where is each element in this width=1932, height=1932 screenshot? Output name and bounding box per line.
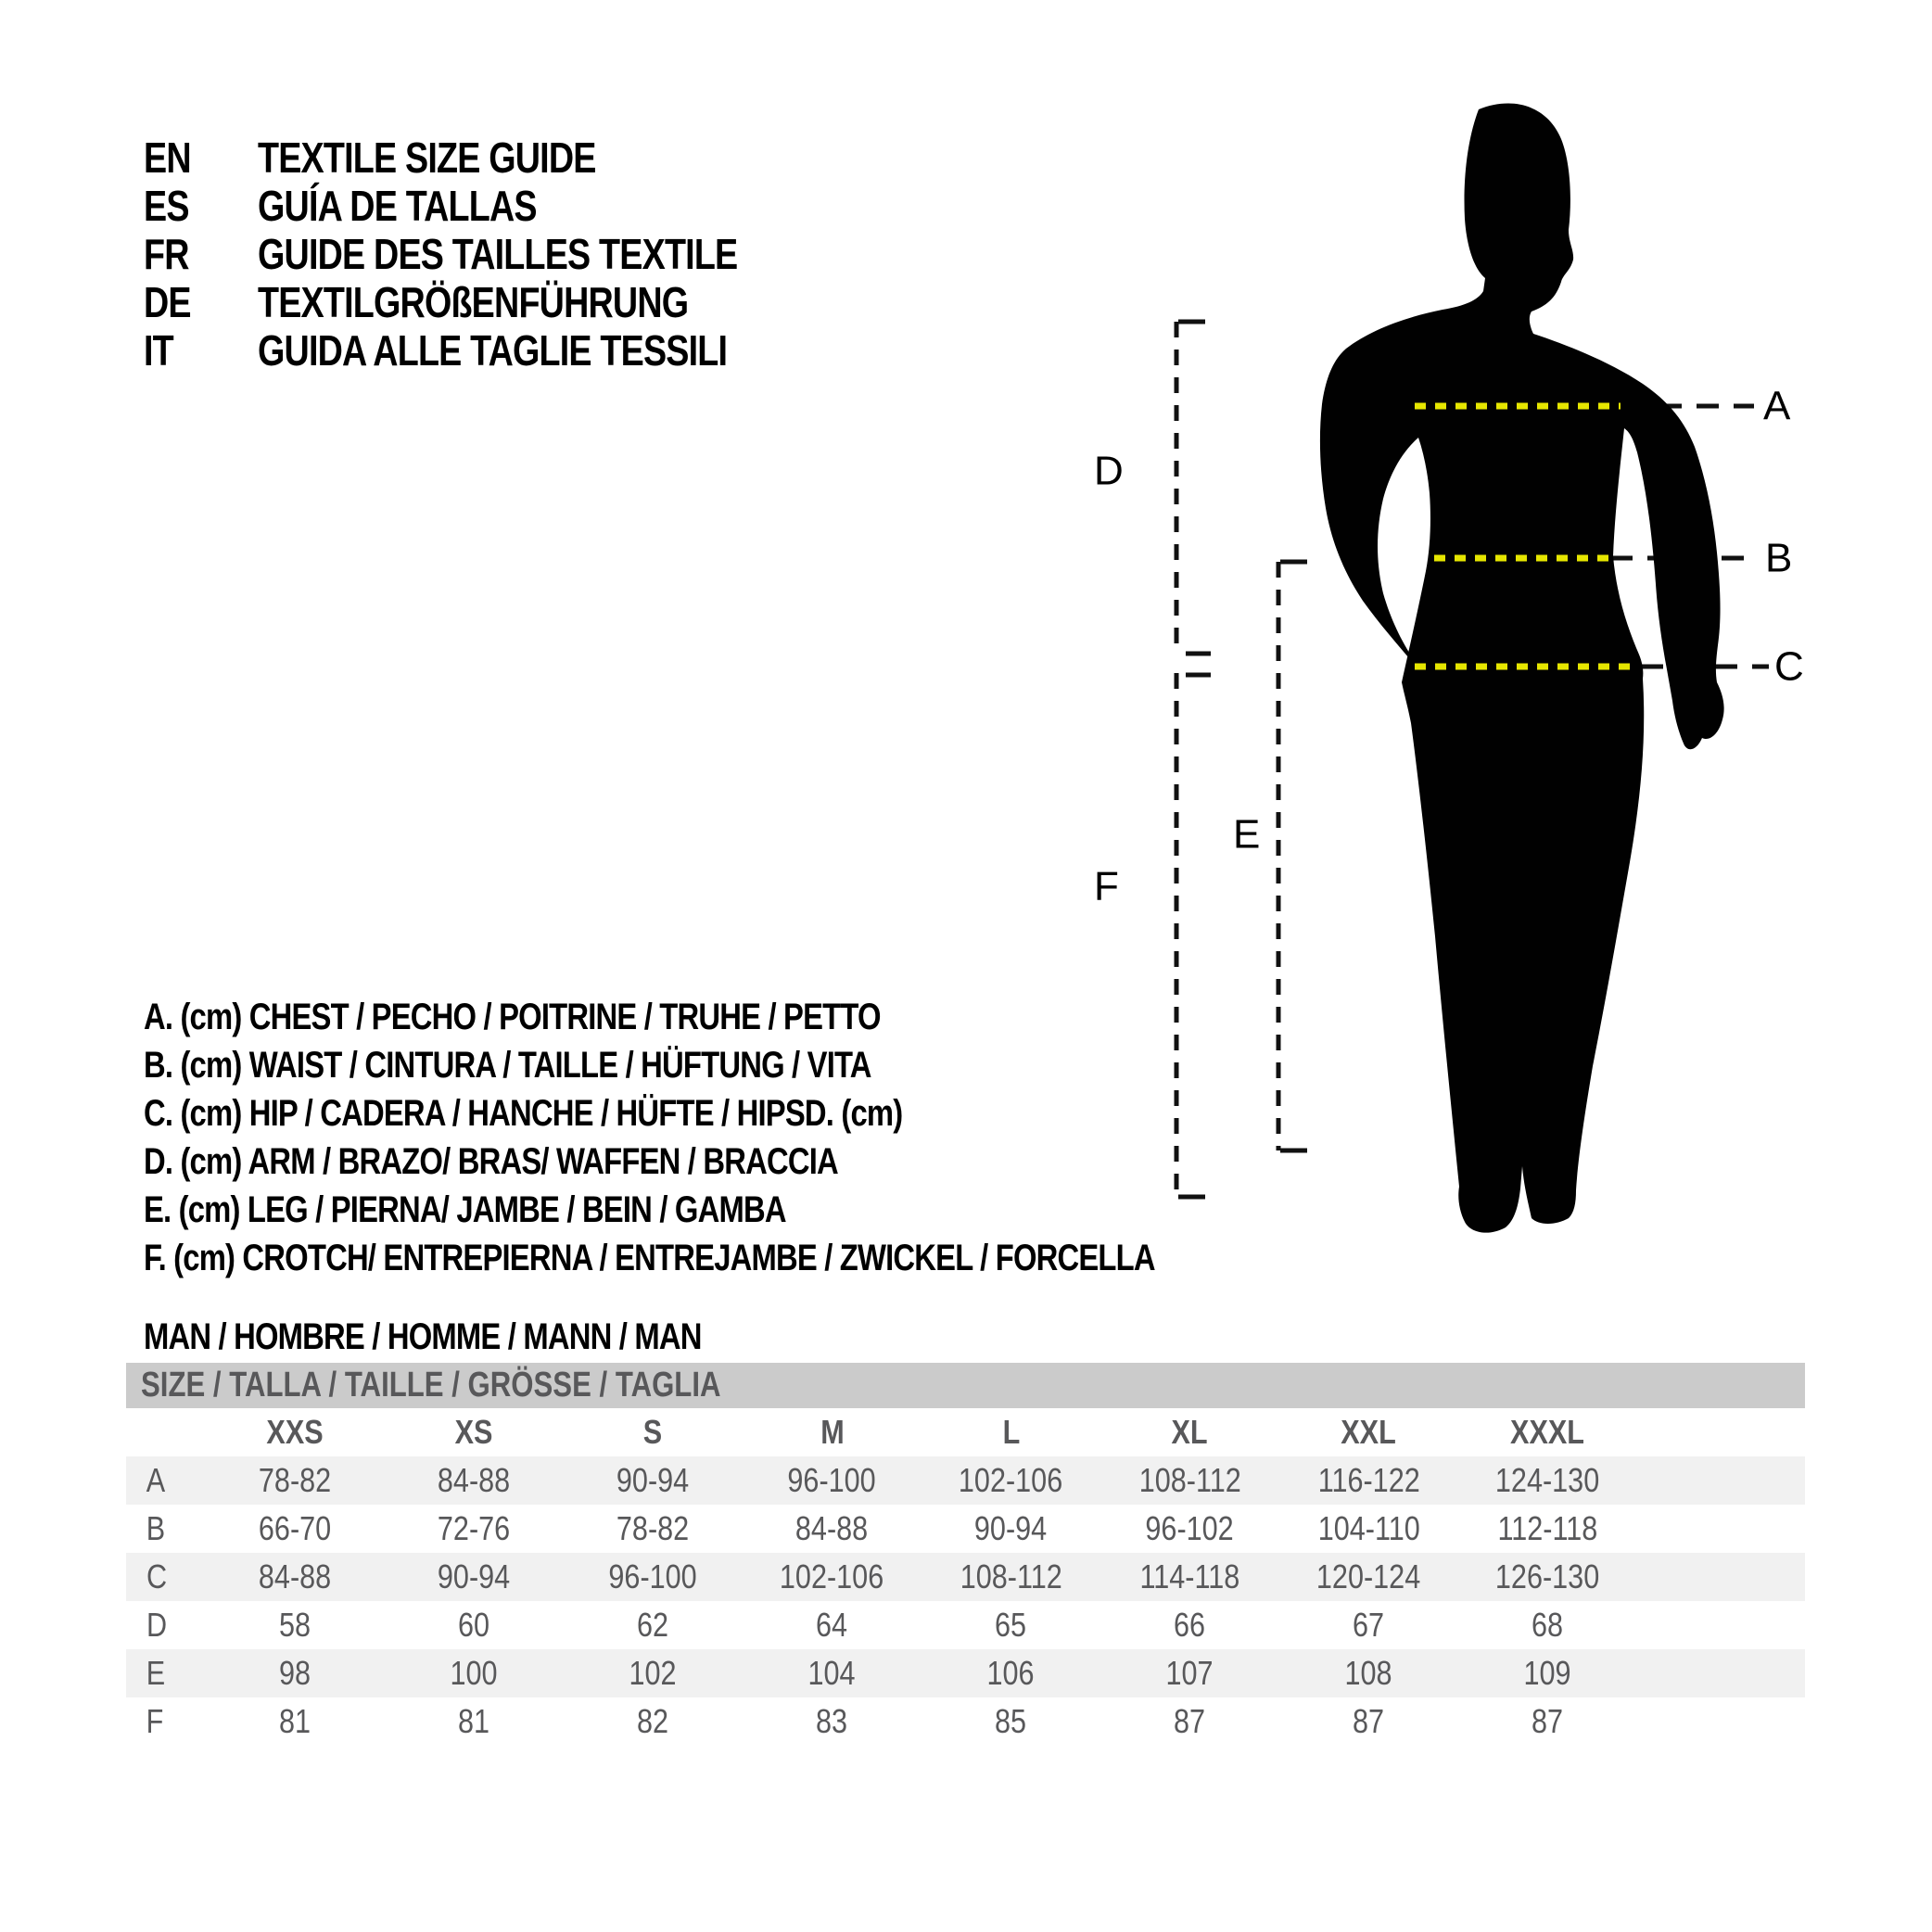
legend-item-leg: E. (cm) LEG / PIERNA/ JAMBE / BEIN / GAMBA [144, 1188, 786, 1230]
row-label: A [146, 1461, 166, 1499]
legend-item-crotch: F. (cm) CROTCH/ ENTREPIERNA / ENTREJAMBE / ZWICKEL / FORCELLA [144, 1237, 1155, 1278]
measure-label-f: F [1094, 863, 1119, 909]
table-value: 87 [1174, 1702, 1206, 1740]
gender-heading: MAN / HOMBRE / HOMME / MANN / MAN [144, 1316, 702, 1357]
measure-label-b: B [1765, 535, 1793, 581]
table-value: 68 [1532, 1606, 1564, 1644]
language-code: FR [144, 230, 189, 278]
legend-item-arm: D. (cm) ARM / BRAZO/ BRAS/ WAFFEN / BRACCIA [144, 1140, 838, 1182]
legend-item-hip: C. (cm) HIP / CADERA / HANCHE / HÜFTE / HIPSD. (cm) [144, 1092, 903, 1134]
table-value: 114-118 [1139, 1557, 1240, 1595]
row-label: B [146, 1509, 166, 1547]
row-label: C [146, 1557, 168, 1595]
table-value: 108-112 [1138, 1461, 1241, 1499]
column-header: M [820, 1413, 845, 1451]
language-code: IT [144, 326, 173, 375]
table-value: 67 [1353, 1606, 1385, 1644]
table-value: 102-106 [780, 1557, 884, 1595]
size-columns-row [126, 1408, 1805, 1456]
table-value: 112-118 [1497, 1509, 1598, 1547]
table-value: 104 [807, 1654, 857, 1692]
table-value: 90-94 [974, 1509, 1048, 1547]
table-row-arm [126, 1601, 1805, 1649]
table-value: 78-82 [259, 1461, 332, 1499]
legend-item-chest: A. (cm) CHEST / PECHO / POITRINE / TRUHE / PETTO [144, 996, 881, 1037]
table-value: 66 [1174, 1606, 1206, 1644]
table-row-leg [126, 1649, 1805, 1697]
table-value: 85 [995, 1702, 1027, 1740]
measurement-legend [144, 993, 1377, 1282]
guide-title: TEXTILGRÖßENFÜHRUNG [258, 278, 689, 326]
table-row-chest [126, 1456, 1805, 1505]
table-row-crotch [126, 1697, 1805, 1746]
measure-label-c: C [1774, 643, 1804, 690]
table-value: 120-124 [1316, 1557, 1421, 1595]
measure-label-a: A [1763, 383, 1791, 429]
size-table [126, 1363, 1805, 1746]
guide-title: GUIDA ALLE TAGLIE TESSILI [258, 326, 728, 375]
table-value: 98 [279, 1654, 311, 1692]
table-value: 84-88 [438, 1461, 511, 1499]
measure-label-e: E [1233, 811, 1261, 858]
table-value: 82 [637, 1702, 669, 1740]
table-value: 96-102 [1145, 1509, 1235, 1547]
row-label: F [146, 1702, 164, 1740]
column-header: XS [455, 1413, 493, 1451]
table-value: 66-70 [259, 1509, 332, 1547]
table-value: 116-122 [1317, 1461, 1420, 1499]
table-row-hip [126, 1553, 1805, 1601]
guide-title: GUIDE DES TAILLES TEXTILE [258, 230, 738, 278]
guide-title: TEXTILE SIZE GUIDE [258, 133, 596, 182]
column-header: S [643, 1413, 663, 1451]
table-value: 104-110 [1317, 1509, 1420, 1547]
table-value: 81 [279, 1702, 311, 1740]
table-value: 62 [637, 1606, 669, 1644]
table-value: 64 [816, 1606, 848, 1644]
table-value: 58 [279, 1606, 311, 1644]
table-value: 96-100 [608, 1557, 698, 1595]
column-header: XXXL [1510, 1413, 1585, 1451]
language-code: ES [144, 182, 189, 230]
table-value: 107 [1165, 1654, 1214, 1692]
size-table-header-bar [126, 1363, 1805, 1408]
table-value: 78-82 [616, 1509, 690, 1547]
table-value: 65 [995, 1606, 1027, 1644]
table-value: 90-94 [616, 1461, 690, 1499]
table-value: 72-76 [438, 1509, 511, 1547]
table-value: 90-94 [438, 1557, 511, 1595]
column-header: XXL [1341, 1413, 1397, 1451]
table-value: 83 [816, 1702, 848, 1740]
guide-title: GUÍA DE TALLAS [258, 182, 537, 230]
table-value: 102-106 [959, 1461, 1063, 1499]
table-value: 87 [1532, 1702, 1564, 1740]
table-value: 100 [450, 1654, 499, 1692]
table-value: 124-130 [1495, 1461, 1600, 1499]
row-label: E [146, 1654, 166, 1692]
measure-label-d: D [1094, 448, 1124, 494]
language-code: DE [144, 278, 191, 326]
table-value: 87 [1353, 1702, 1385, 1740]
column-header: L [1002, 1413, 1020, 1451]
table-value: 126-130 [1495, 1557, 1600, 1595]
table-value: 108 [1344, 1654, 1393, 1692]
table-value: 60 [458, 1606, 490, 1644]
table-value: 108-112 [960, 1557, 1062, 1595]
table-row-waist [126, 1505, 1805, 1553]
size-table-header-label: SIZE / TALLA / TAILLE / GRÖSSE / TAGLIA [141, 1366, 721, 1405]
table-value: 109 [1523, 1654, 1572, 1692]
table-value: 81 [458, 1702, 490, 1740]
language-code: EN [144, 133, 191, 182]
column-header: XXS [266, 1413, 324, 1451]
table-value: 102 [629, 1654, 678, 1692]
row-label: D [146, 1606, 168, 1644]
table-value: 84-88 [795, 1509, 869, 1547]
table-value: 96-100 [787, 1461, 877, 1499]
table-value: 106 [986, 1654, 1036, 1692]
table-value: 84-88 [259, 1557, 332, 1595]
legend-item-waist: B. (cm) WAIST / CINTURA / TAILLE / HÜFTUNG / VITA [144, 1044, 871, 1086]
column-header: XL [1171, 1413, 1209, 1451]
